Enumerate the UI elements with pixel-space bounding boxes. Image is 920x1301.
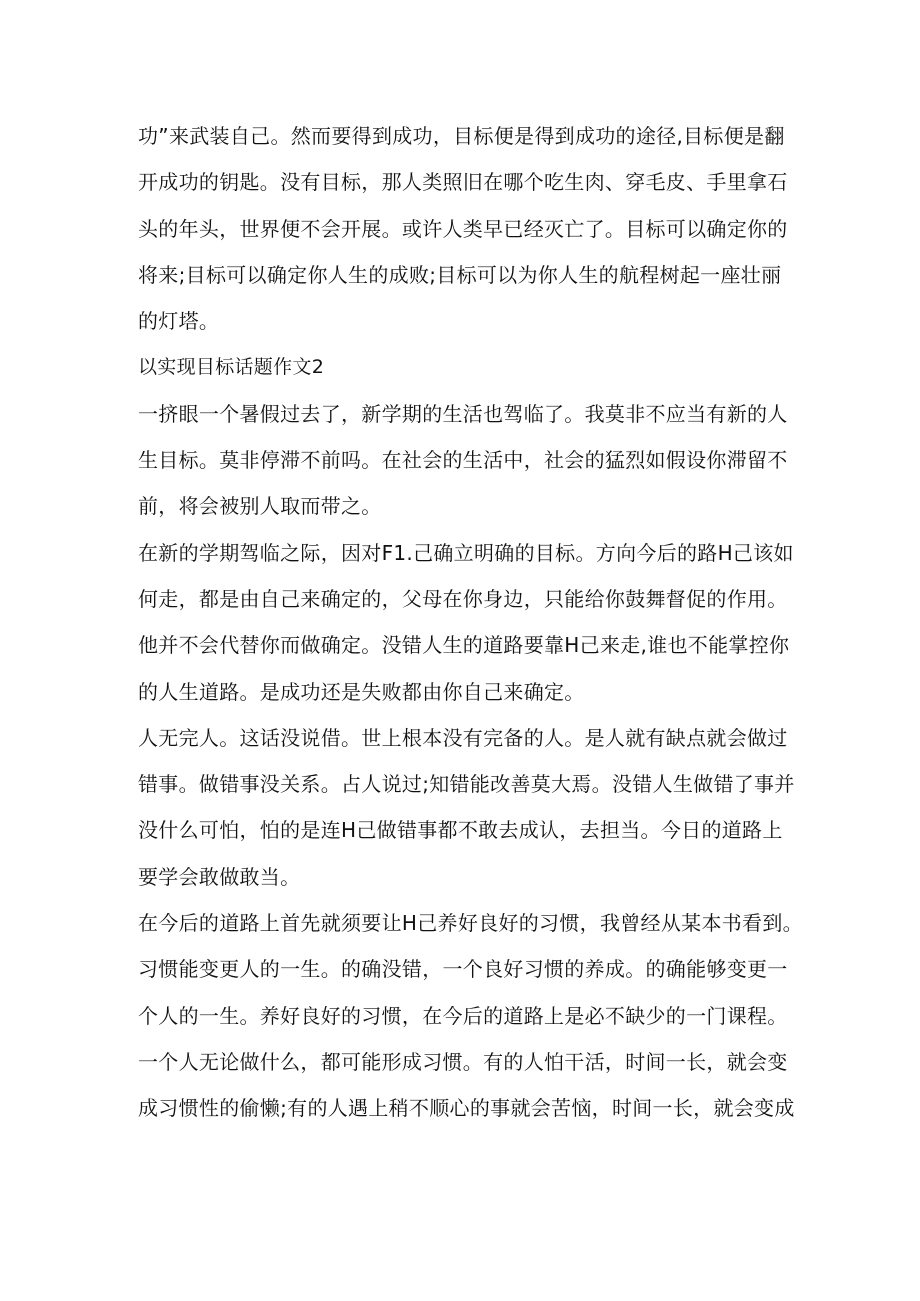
text-line: 开成功的钥匙。没有目标，那人类照旧在哪个吃生肉、穿毛皮、手里拿石	[138, 170, 788, 195]
text-line: 要学会敢做敢当。	[138, 864, 301, 889]
text-line: 的人生道路。是成功还是失败都由你自己来确定。	[138, 679, 585, 704]
text-line: 在新的学期驾临之际，因对F1.己确立明确的目标。方向今后的路H己该如	[138, 540, 794, 565]
essay-body	[138, 113, 803, 1132]
text-line: 头的年头，世界便不会开展。或许人类早已经灭亡了。目标可以确定你的	[138, 216, 788, 241]
text-line: 一挤眼一个暑假过去了，新学期的生活也驾临了。我莫非不应当有新的人	[138, 401, 788, 426]
text-line: 的灯塔。	[138, 309, 220, 334]
text-line: 在今后的道路上首先就须要让H己养好良好的习惯，我曾经从某本书看到。	[138, 911, 803, 936]
text-line: 成习惯性的偷懒;有的人遇上稍不顺心的事就会苦恼，时间一长，就会变成	[138, 1096, 795, 1121]
text-line: 习惯能变更人的一生。的确没错，一个良好习惯的养成。的确能够变更一	[138, 957, 788, 982]
text-line: 错事。做错事没关系。占人说过;知错能改善莫大焉。没错人生做错了事并	[138, 772, 795, 797]
text-line: 没什么可怕，怕的是连H己做错事都不敢去成认，去担当。今日的道路上	[138, 818, 783, 843]
text-line: 前，将会被别人取而带之。	[138, 494, 382, 519]
text-line: 功”来武装自己。然而要得到成功，目标便是得到成功的途径,目标便是翻	[138, 124, 785, 148]
section-heading: 以实现目标话题作文2	[138, 356, 325, 379]
text-line: 将来;目标可以确定你人生的成败;目标可以为你人生的航程树起一座壮丽	[138, 262, 782, 287]
text-line: 他并不会代替你而做确定。没错人生的道路要靠H己来走,谁也不能掌控你	[138, 633, 790, 658]
text-line: 一个人无论做什么，都可能形成习惯。有的人怕干活，时间一长，就会变	[138, 1049, 788, 1074]
text-line: 生目标。莫非停滞不前吗。在社会的生活中，社会的猛烈如假设你滞留不	[138, 448, 788, 473]
text-line: 个人的一生。养好良好的习惯，在今后的道路上是必不缺少的一门课程。	[138, 1003, 788, 1028]
text-line: 人无完人。这话没说借。世上根本没有完备的人。是人就有缺点就会做过	[138, 725, 788, 750]
text-line: 何走，都是由自己来确定的，父母在你身边，只能给你鼓舞督促的作用。	[138, 586, 788, 611]
